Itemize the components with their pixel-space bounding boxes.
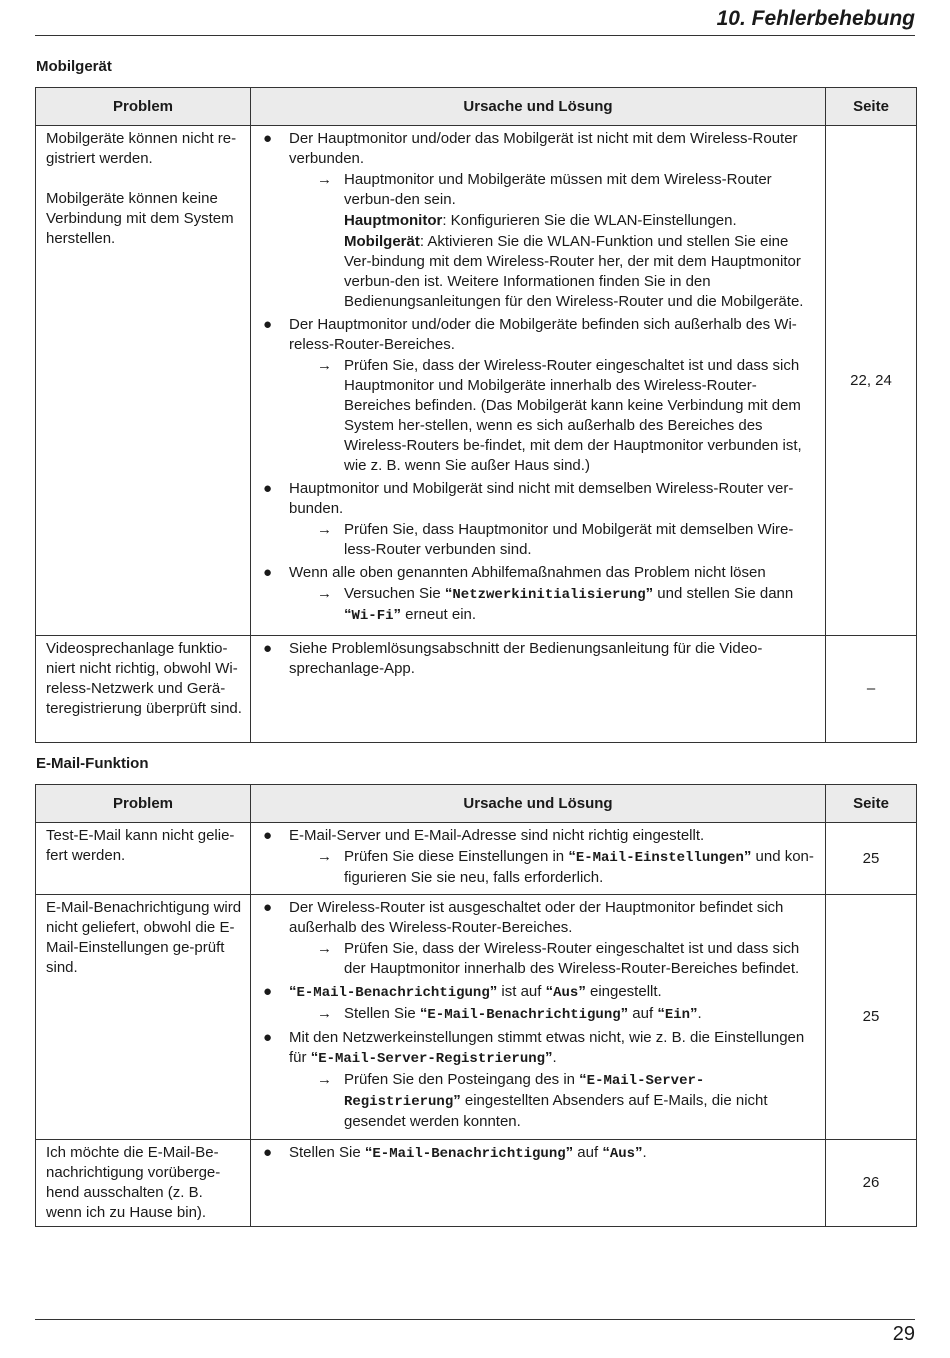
cause-item (261, 898, 817, 979)
cause-cell (251, 895, 826, 1140)
bullet-icon: ● (263, 316, 273, 333)
solution-item (289, 939, 817, 979)
cause-text: Der Wireless-Router ist ausgeschaltet oder der Hauptmonitor befindet sich außerhalb des Wireless-Router-Bereiches. (289, 899, 784, 936)
cause-item (261, 563, 817, 626)
solution-text: und kon-figurieren Sie sie neu, falls erforderlich. (344, 848, 814, 886)
cause-text: ist auf (497, 983, 546, 1000)
bullet-icon: ● (263, 827, 273, 844)
setting-name: Wi-Fi (351, 608, 394, 624)
page-reference: – (826, 636, 917, 743)
table-row (36, 126, 917, 636)
cause-item (261, 315, 817, 476)
arrow-right-icon: → (317, 171, 332, 188)
cause-text: . (552, 1049, 557, 1066)
solution-text: Prüfen Sie, dass Hauptmonitor und Mobilgerät mit demselben Wire-less-Router verbunden sind. (344, 521, 794, 558)
cause-text: Mit den Netzwerkeinstellungen stimmt etwas nicht, wie z. B. die Einstellungen für (289, 1029, 805, 1066)
problem-cell (36, 126, 251, 636)
bullet-icon: ● (263, 480, 273, 497)
solution-item: → Versuchen Sie “Netzwerkinitialisierung” und stellen Sie dann “Wi-Fi” erneut ein. (317, 585, 794, 624)
arrow-right-icon: → (317, 848, 332, 865)
setting-name: E-Mail-Benachrichtigung (296, 985, 490, 1001)
setting-name: E-Mail-Server-Registrierung (318, 1051, 546, 1067)
setting-value: Aus (609, 1146, 636, 1162)
cause-text: eingestellt. (585, 983, 662, 1000)
page-number: 29 (892, 1323, 915, 1345)
solution-text: : Konfigurieren Sie die WLAN-Einstellungen. (442, 212, 737, 229)
arrow-right-icon: → (317, 1071, 332, 1088)
solution-text: . (697, 1005, 702, 1022)
mobile-troubleshooting-table (35, 87, 917, 743)
cause-item (261, 129, 817, 312)
bullet-icon: ● (263, 640, 273, 657)
problem-cell (36, 1140, 251, 1227)
arrow-right-icon: → (317, 940, 332, 957)
setting-name: E-Mail-Benachrichtigung (427, 1007, 621, 1023)
solution-text: Versuchen Sie (344, 585, 445, 602)
section-heading-email: E-Mail-Funktion (36, 755, 149, 772)
problem-text: E-Mail-Benachrichtigung wird nicht geliefert, obwohl die E-Mail-Einstellungen ge-prüft sind. (46, 899, 242, 976)
column-header-page: Seite (826, 785, 917, 823)
solution-item: → Prüfen Sie diese Einstellungen in “E-Mail-Einstellungen” und kon-figurieren Sie sie neu, falls erforderlich. (317, 848, 814, 886)
email-troubleshooting-table (35, 784, 917, 1227)
cause-text: E-Mail-Server und E-Mail-Adresse sind nicht richtig eingestellt. (289, 827, 705, 844)
table-row (36, 823, 917, 895)
cause-item (261, 639, 817, 679)
solution-text: Stellen Sie (344, 1005, 420, 1022)
table-header-row (36, 88, 917, 126)
page-reference: 25 (826, 823, 917, 895)
solution-item (289, 356, 817, 476)
setting-name: E-Mail-Einstellungen (575, 850, 744, 866)
cause-cell (251, 823, 826, 895)
solution-text: Prüfen Sie, dass der Wireless-Router eingeschaltet ist und dass sich der Hauptmonitor innerhalb des Wireless-Router-Bereiches befindet. (344, 940, 800, 977)
setting-name: E-Mail-Server-Registrierung (344, 1073, 705, 1110)
cause-item (261, 826, 817, 888)
section-heading-mobile: Mobilgerät (36, 58, 112, 75)
setting-name: Netzwerkinitialisierung (452, 587, 646, 603)
setting-name: E-Mail-Benachrichtigung (372, 1146, 566, 1162)
column-header-page: Seite (826, 88, 917, 126)
cause-text: Stellen Sie (289, 1144, 365, 1161)
cause-cell (251, 636, 826, 743)
chapter-title: 10. Fehlerbehebung (716, 7, 915, 30)
problem-text: Mobilgeräte können nicht re-gistriert werden. (46, 130, 237, 167)
problem-cell (36, 895, 251, 1140)
solution-text: auf (628, 1005, 658, 1022)
bullet-icon: ● (263, 899, 273, 916)
problem-text: Test-E-Mail kann nicht gelie-fert werden. (46, 827, 235, 864)
cause-cell (251, 126, 826, 636)
setting-value: Ein (664, 1007, 691, 1023)
cause-item: ● Stellen Sie “E-Mail-Benachrichtigung” auf “Aus”. (263, 1144, 647, 1162)
arrow-right-icon: → (317, 357, 332, 374)
solution-item: → Stellen Sie “E-Mail-Benachrichtigung” auf “Ein”. (317, 1005, 702, 1023)
device-label: Hauptmonitor (344, 212, 443, 229)
solution-text: erneut ein. (401, 606, 477, 623)
page-reference: 22, 24 (826, 126, 917, 636)
cause-item (261, 479, 817, 560)
bullet-icon: ● (263, 1144, 273, 1161)
solution-text: eingestellten Absenders auf E-Mails, die nicht gesendet werden konnten. (344, 1092, 768, 1130)
solution-text: Hauptmonitor und Mobilgeräte müssen mit dem Wireless-Router verbun-den sein. (344, 171, 772, 208)
bullet-icon: ● (263, 564, 273, 581)
arrow-right-icon: → (317, 585, 332, 602)
solution-item: → Prüfen Sie den Posteingang des in “E-Mail-Server-Registrierung” eingestellten Absenders auf E-Mails, die nicht gesendet werden konnten. (317, 1071, 768, 1130)
problem-cell (36, 636, 251, 743)
bullet-icon: ● (263, 1029, 273, 1046)
table-row (36, 1140, 917, 1227)
cause-text: auf (573, 1144, 603, 1161)
table-header-row (36, 785, 917, 823)
footer-rule (35, 1319, 915, 1320)
cause-text: Der Hauptmonitor und/oder das Mobilgerät ist nicht mit dem Wireless-Router verbunden. (289, 130, 798, 167)
solution-item (289, 520, 817, 560)
problem-cell (36, 823, 251, 895)
problem-text: Ich möchte die E-Mail-Be-nachrichtigung vorüberge-hend ausschalten (z. B. wenn ich zu Hause bin). (46, 1144, 221, 1221)
cause-text: Hauptmonitor und Mobilgerät sind nicht mit demselben Wireless-Router ver-bunden. (289, 480, 794, 517)
page-reference: 25 (826, 895, 917, 1140)
arrow-right-icon: → (317, 1005, 332, 1022)
problem-text: Mobilgeräte können keine Verbindung mit dem System herstellen. (46, 190, 234, 247)
solution-text: und stellen Sie dann (653, 585, 794, 602)
solution-text: Prüfen Sie den Posteingang des in (344, 1071, 580, 1088)
cause-item: ● “E-Mail-Benachrichtigung” ist auf “Aus” eingestellt. → Stellen Sie “E-Mail-Benachrichtigung” auf “Ein”. (261, 982, 817, 1025)
column-header-problem: Problem (36, 88, 251, 126)
page-reference: 26 (826, 1140, 917, 1227)
solution-item (289, 232, 817, 312)
solution-text: Prüfen Sie, dass der Wireless-Router eingeschaltet ist und dass sich Hauptmonitor und Mobilgeräte innerhalb des Wireless-Router-Bereiches befinden. (Das Mobilgerät kann keine Verbindung mit dem System her-stellen, wenn es sich außerhalb des Bereiches des Wireless-Routers be-findet, mit dem der Hauptmonitor verbunden ist, wie z. B. wenn Sie außer Haus sind.) (344, 357, 802, 474)
arrow-right-icon: → (317, 521, 332, 538)
setting-value: Aus (553, 985, 579, 1001)
table-row (36, 636, 917, 743)
cause-text: Der Hauptmonitor und/oder die Mobilgeräte befinden sich außerhalb des Wi-reless-Router-Bereiches. (289, 316, 797, 353)
table-row (36, 895, 917, 1140)
column-header-cause: Ursache und Lösung (251, 785, 826, 823)
cause-text: Wenn alle oben genannten Abhilfemaßnahmen das Problem nicht lösen (289, 564, 766, 581)
cause-item: ● Mit den Netzwerkeinstellungen stimmt etwas nicht, wie z. B. die Einstellungen für “E-Mail-Server-Registrierung”. → Prüfen Sie den Posteingang des in “E-Mail-Server-Registrierung” eingestellten Absenders auf E-Mails, die nicht gesendet werden konnten. (261, 1028, 817, 1132)
device-label: Mobilgerät (344, 233, 420, 250)
column-header-cause: Ursache und Lösung (251, 88, 826, 126)
solution-item (289, 211, 817, 231)
column-header-problem: Problem (36, 785, 251, 823)
bullet-icon: ● (263, 983, 273, 1000)
cause-cell (251, 1140, 826, 1227)
solution-text: Prüfen Sie diese Einstellungen in (344, 848, 569, 865)
solution-text: : Aktivieren Sie die WLAN-Funktion und stellen Sie eine Ver-bindung mit dem Wireless-Router her, der mit dem Hauptmonitor verbun-den ist. Weitere Informationen finden Sie in den Bedienungsanleitungen für den Wireless-Router und die Mobilgeräte. (344, 233, 804, 310)
solution-item (289, 170, 817, 210)
cause-text: . (642, 1144, 647, 1161)
bullet-icon: ● (263, 130, 273, 147)
cause-text: Siehe Problemlösungsabschnitt der Bedienungsanleitung für die Video-sprechanlage-App. (289, 640, 763, 677)
problem-text: Videosprechanlage funktio-niert nicht richtig, obwohl Wi-reless-Netzwerk und Gerä-teregistrierung überprüft sind. (46, 640, 242, 717)
header-rule (35, 35, 915, 36)
